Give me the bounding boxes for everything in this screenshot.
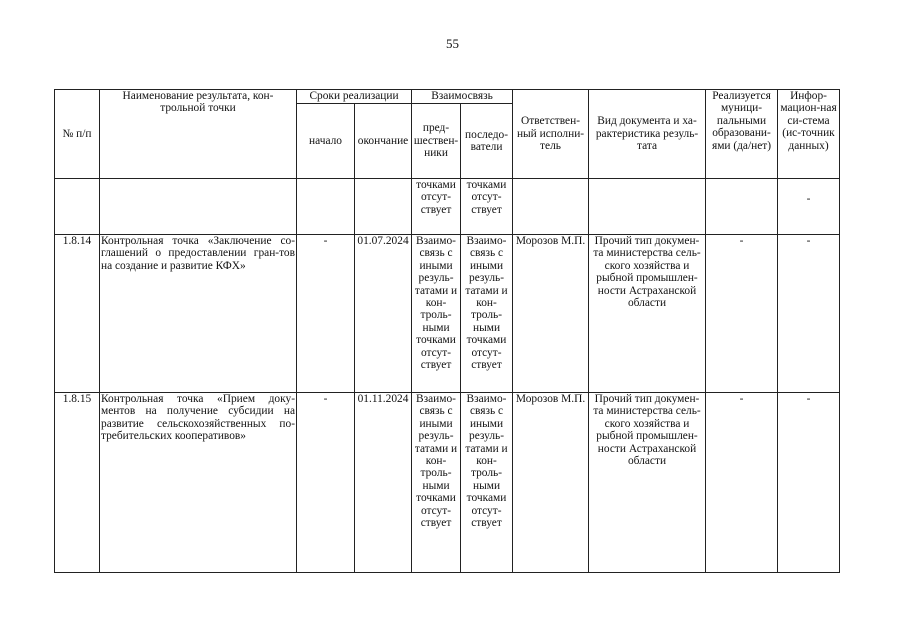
- page-number: 55: [446, 36, 459, 51]
- cell-prev: точками отсут-ствует: [412, 179, 461, 235]
- cell-doc: [589, 179, 706, 235]
- header-prev: пред-шествен-ники: [412, 104, 461, 179]
- header-infosys: Инфор-мацион-ная си-стема (ис-точник данных): [778, 90, 840, 179]
- cell-municipal: -: [706, 393, 778, 573]
- table-row: [55, 179, 840, 235]
- cell-num: [55, 179, 100, 235]
- header-links: Взаимосвязь: [412, 90, 513, 104]
- cell-name: [100, 179, 297, 235]
- cell-doc: Прочий тип докумен-та министерства сель-ского хозяйства и рыбной промышлен-ности Астраханской области: [589, 235, 706, 393]
- cell-next: Взаимо-связь с иными резуль-татами и кон-троль-ными точками отсут-ствует: [461, 235, 513, 393]
- results-table: [54, 89, 840, 573]
- cell-infosys: -: [778, 393, 840, 573]
- cell-next: точками отсут-ствует: [461, 179, 513, 235]
- header-start: начало: [297, 104, 355, 179]
- cell-num: 1.8.14: [55, 235, 100, 393]
- cell-responsible: Морозов М.П.: [513, 393, 589, 573]
- cell-name: Контрольная точка «Заключение со-глашений о предоставлении гран-тов на создание и развитие КФХ»: [100, 235, 297, 393]
- header-doc: Вид документа и ха-рактеристика резуль-тата: [589, 90, 706, 179]
- cell-responsible: [513, 179, 589, 235]
- cell-next: Взаимо-связь с иными резуль-татами и кон-троль-ными точками отсут-ствует: [461, 393, 513, 573]
- cell-prev: Взаимо-связь с иными резуль-татами и кон-троль-ными точками отсут-ствует: [412, 393, 461, 573]
- header-end: окончание: [355, 104, 412, 179]
- cell-doc: Прочий тип докумен-та министерства сель-ского хозяйства и рыбной промышлен-ности Астраханской области: [589, 393, 706, 573]
- cell-infosys: -: [778, 235, 840, 393]
- table-row: [55, 235, 840, 393]
- cell-start: [297, 179, 355, 235]
- header-name: Наименование результата, кон-трольной точки: [100, 90, 297, 179]
- cell-responsible: Морозов М.П.: [513, 235, 589, 393]
- cell-end: 01.11.2024: [355, 393, 412, 573]
- cell-end: [355, 179, 412, 235]
- cell-start: -: [297, 235, 355, 393]
- cell-municipal: -: [706, 235, 778, 393]
- cell-end: 01.07.2024: [355, 235, 412, 393]
- cell-name: Контрольная точка «Прием доку-ментов на получение субсидии на развитие сельскохозяйственных по-требительских кооперативов»: [100, 393, 297, 573]
- table-row: [55, 393, 840, 573]
- cell-municipal: [706, 179, 778, 235]
- header-terms: Сроки реализации: [297, 90, 412, 104]
- cell-start: -: [297, 393, 355, 573]
- cell-prev: Взаимо-связь с иными резуль-татами и кон-троль-ными точками отсут-ствует: [412, 235, 461, 393]
- header-num: № п/п: [55, 90, 100, 179]
- header-responsible: Ответствен-ный исполни-тель: [513, 90, 589, 179]
- header-municipal: Реализуется муници-пальными образовани-ями (да/нет): [706, 90, 778, 179]
- cell-infosys: -: [778, 179, 840, 235]
- header-next: последо-ватели: [461, 104, 513, 179]
- cell-num: 1.8.15: [55, 393, 100, 573]
